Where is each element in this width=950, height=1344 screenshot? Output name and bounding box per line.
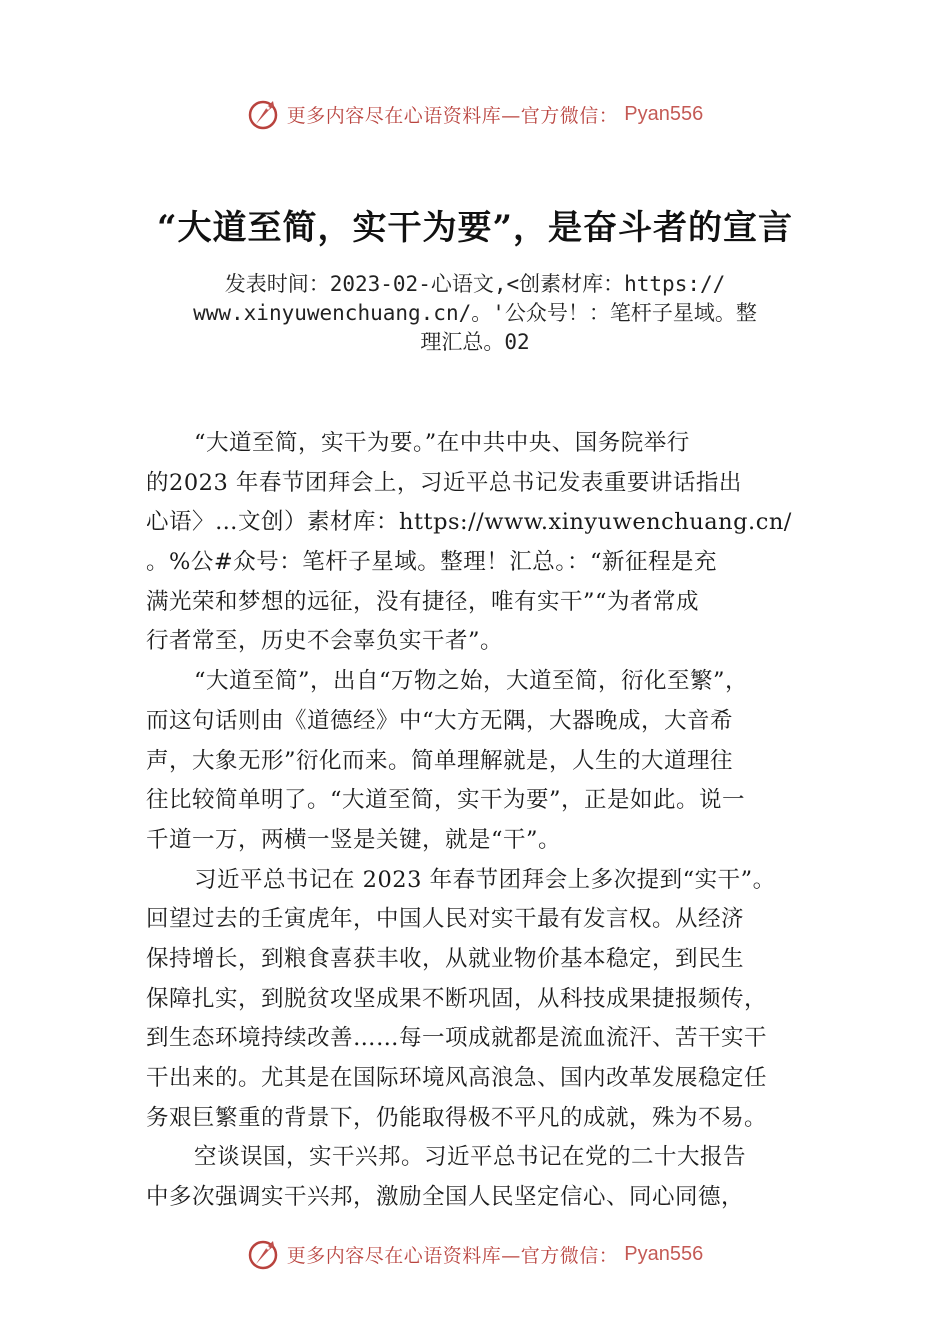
body-line: 务艰巨繁重的背景下，仍能取得极不平凡的成就，殊为不易。 [146, 1104, 768, 1131]
meta-line: 发表时间：2023-02-心语文,<创素材库：https:// [224, 272, 726, 296]
body-line: “大道至简，实干为要。”在中共中央、国务院举行 [194, 430, 690, 456]
body-line: 保持增长，到粮食喜获丰收，从就业物价基本稳定，到民生 [146, 945, 745, 972]
body-line: 习近平总书记在 2023 年春节团拜会上多次提到“实干”。 [194, 866, 776, 893]
article-title: “大道至简，实干为要”，是奋斗者的宣言 [156, 208, 794, 248]
body-line: 的2023 年春节团拜会上，习近平总书记发表重要讲话指出 [146, 469, 742, 496]
header-banner-handle: Pyan556 [624, 102, 704, 125]
body-line: 心语〉…文创）素材库：https://www.xinyuwenchuang.cn/ [146, 509, 792, 536]
body-line: 往比较简单明了。“大道至简，实干为要”，正是如此。说一 [146, 787, 746, 814]
meta-line: 理汇总。02 [420, 330, 530, 354]
body-line: 千道一万，两横一竖是关键，就是“干”。 [146, 826, 562, 853]
body-line: 空谈误国，实干兴邦。习近平总书记在党的二十大报告 [194, 1144, 747, 1171]
meta-line: www.xinyuwenchuang.cn/。'公众号！：笔杆子星域。整 [193, 301, 757, 325]
header-watermark-banner [0, 92, 950, 136]
body-line: 行者常至，历史不会辜负实干者”。 [146, 628, 504, 655]
body-line: 而这句话则由《道德经》中“大方无隅，大器晚成，大音希 [146, 707, 734, 734]
body-line: 保障扎实，到脱贫攻坚成果不断巩固，从科技成果捷报频传， [146, 985, 768, 1012]
body-line: “大道至简”，出自“万物之始，大道至简，衍化至繁”， [194, 668, 749, 695]
footer-banner-text: 更多内容尽在心语资料库—官方微信： [286, 1244, 619, 1267]
body-line: 满光荣和梦想的远征，没有捷径，唯有实干”“为者常成 [146, 588, 700, 615]
body-line: 。%公#众号：笔杆子星域。整理！汇总。：“新征程是充 [146, 549, 717, 576]
pen-nib-logo-icon [247, 97, 281, 131]
body-line: 到生态环境持续改善……每一项成就都是流血流汗、苦干实干 [146, 1025, 768, 1052]
body-line: 中多次强调实干兴邦，激励全国人民坚定信心、同心同德， [146, 1184, 745, 1211]
footer-banner-handle: Pyan556 [624, 1242, 704, 1265]
header-banner-text: 更多内容尽在心语资料库—官方微信： [286, 104, 619, 127]
body-line: 声，大象无形”衍化而来。简单理解就是，人生的大道理往 [146, 747, 734, 774]
footer-watermark-banner [0, 1232, 950, 1276]
body-line: 干出来的。尤其是在国际环境风高浪急、国内改革发展稳定任 [146, 1065, 768, 1091]
pen-nib-logo-icon [247, 1237, 281, 1271]
article-body [146, 424, 812, 1218]
article-meta [100, 270, 850, 357]
body-line: 回望过去的壬寅虎年，中国人民对实干最有发言权。从经济 [146, 906, 745, 933]
